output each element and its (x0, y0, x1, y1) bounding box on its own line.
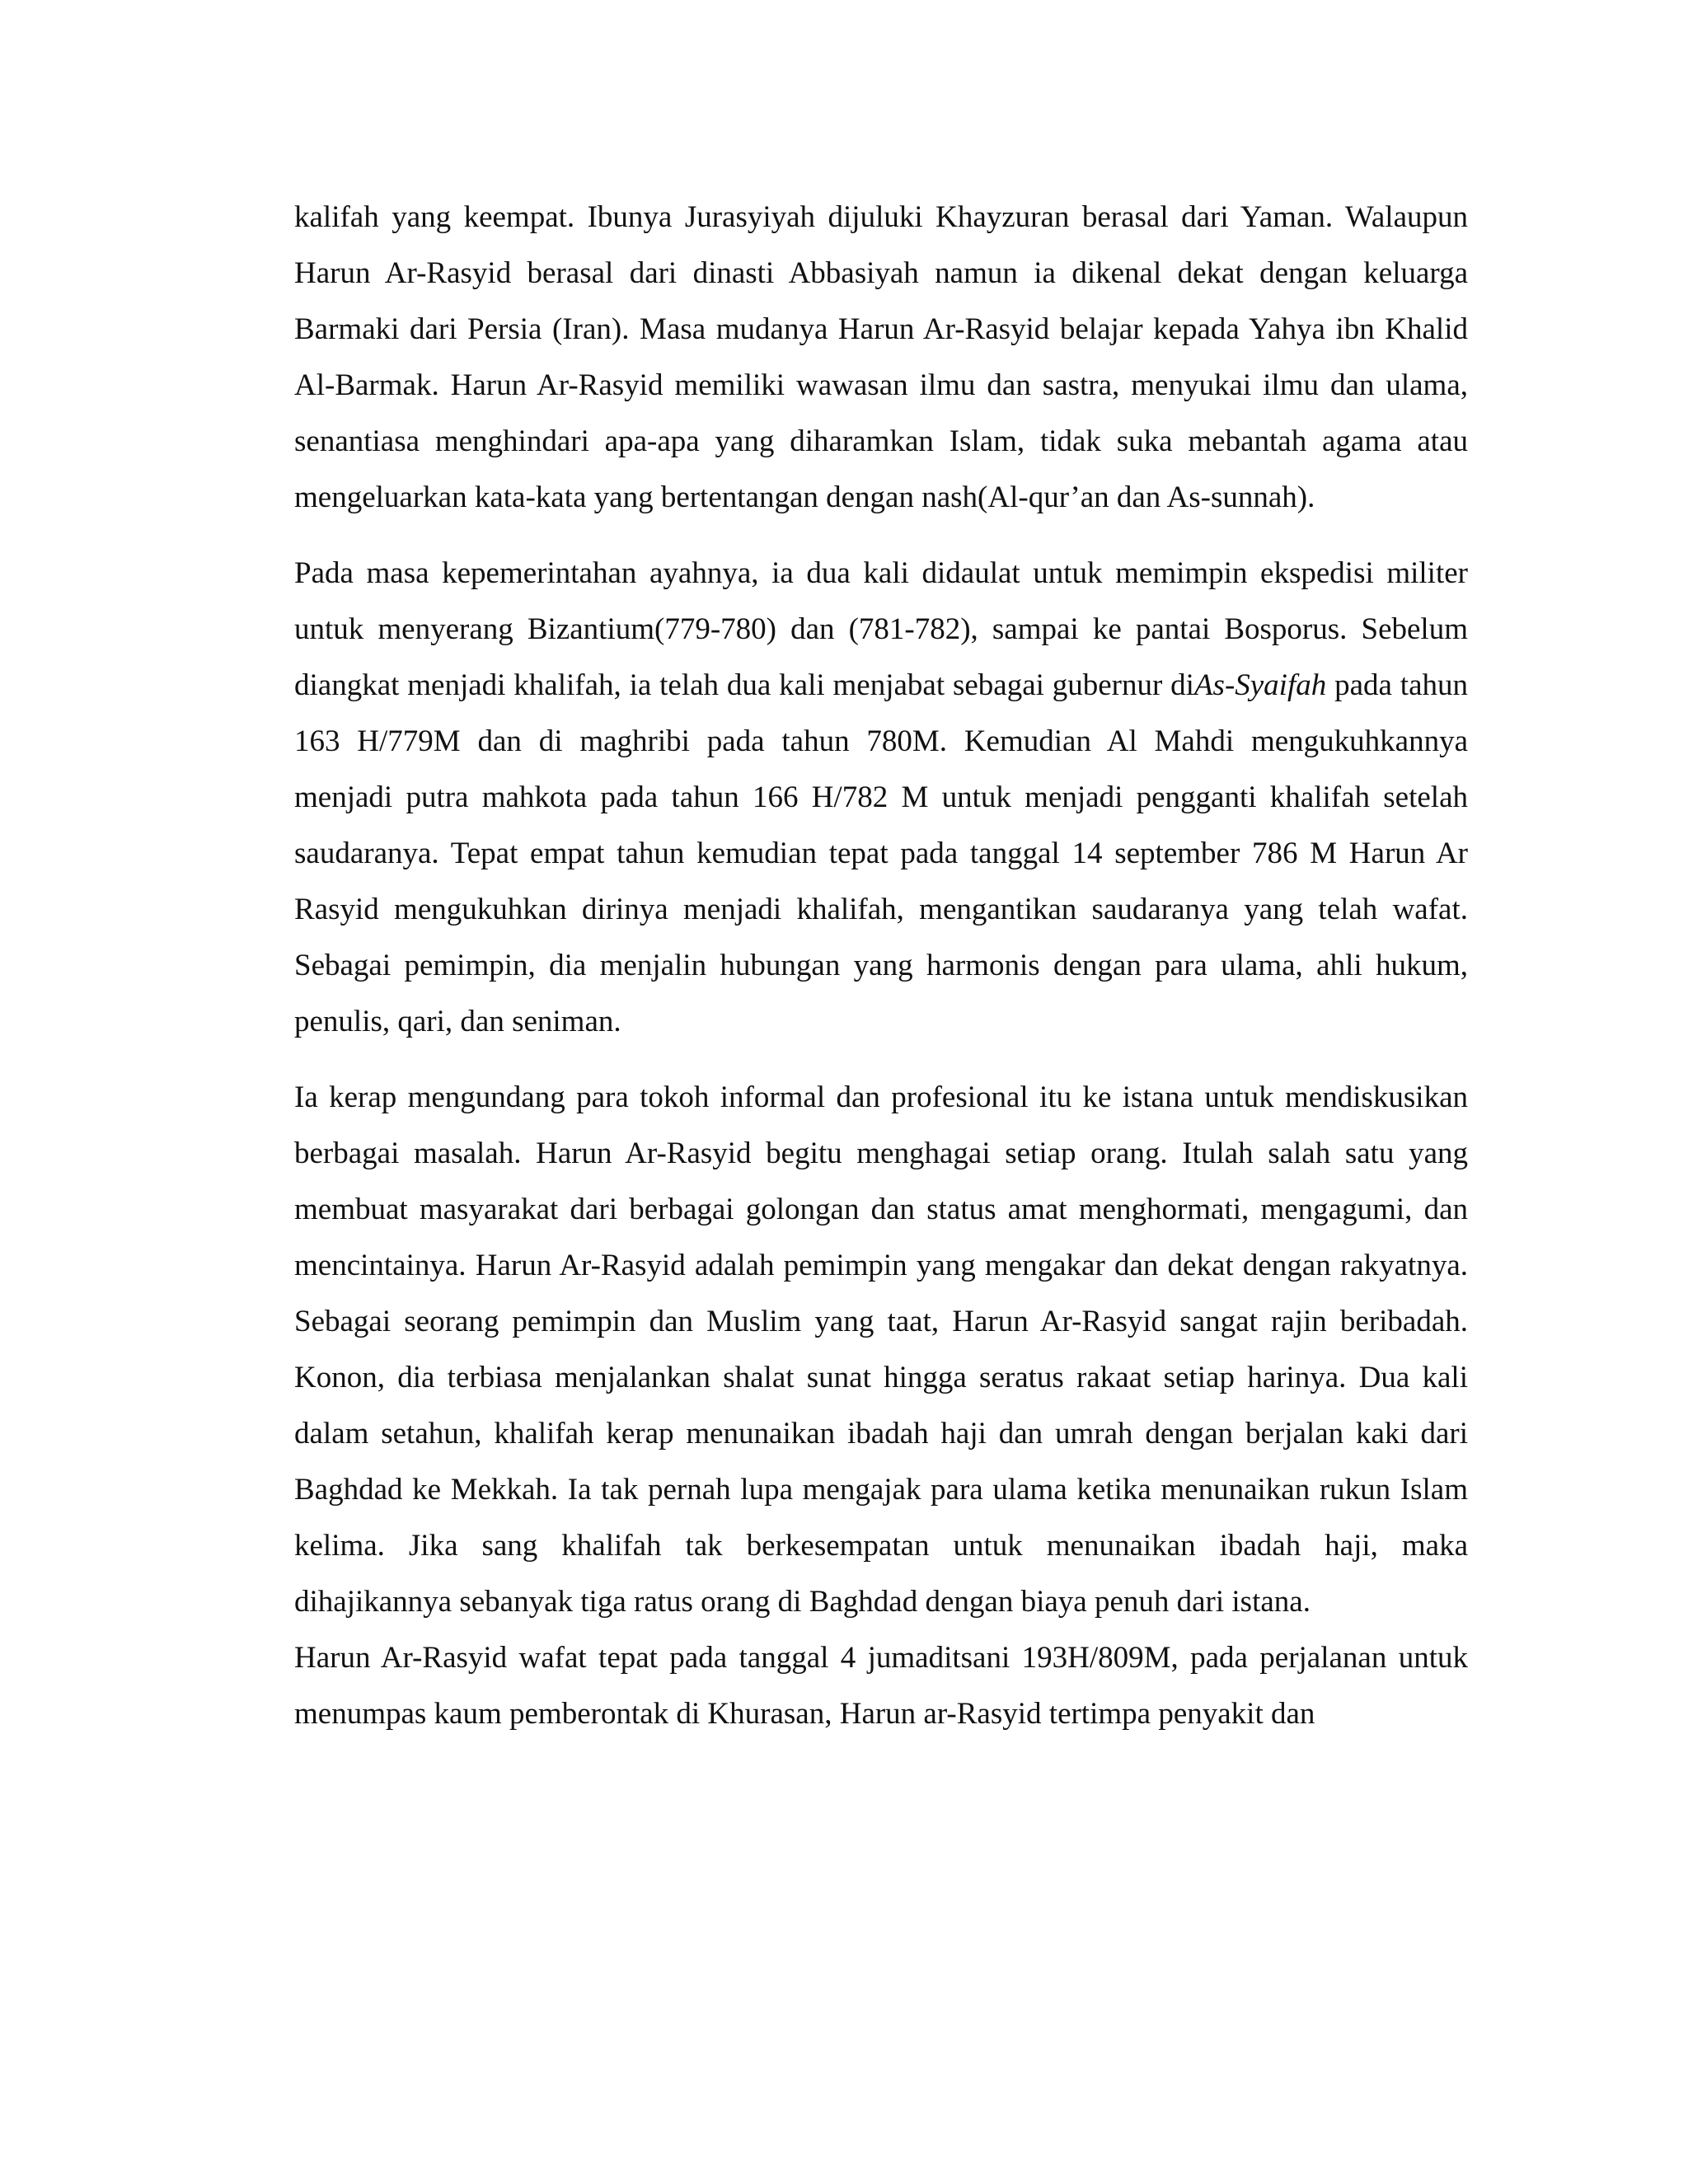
paragraph-2-text-start: Pada masa kepemerintahan ayahnya, ia dua kali didaulat untuk memimpin ekspedisi militer untuk menyerang Bizantium(779-780) dan (781-782), sampai ke pantai Bosporus. Sebelum diangkat menjadi khalifah, ia telah dua kali menjabat sebagai gubernur di (294, 556, 1468, 702)
paragraph-3: Ia kerap mengundang para tokoh informal dan profesional itu ke istana untuk mendiskusikan berbagai masalah. Harun Ar-Rasyid begitu menghagai setiap orang. Itulah salah satu yang membuat masyarakat dari berbagai golongan dan status amat menghormati, mengagumi, dan mencintainya. Harun Ar-Rasyid adalah pemimpin yang mengakar dan dekat dengan rakyatnya. Sebagai seorang pemimpin dan Muslim yang taat, Harun Ar-Rasyid sangat rajin beribadah. Konon, dia terbiasa menjalankan shalat sunat hingga seratus rakaat setiap harinya. Dua kali dalam setahun, khalifah kerap menunaikan ibadah haji dan umrah dengan berjalan kaki dari Baghdad ke Mekkah. Ia tak pernah lupa mengajak para ulama ketika menunaikan rukun Islam kelima. Jika sang khalifah tak berkesempatan untuk menunaikan ibadah haji, maka dihajikannya sebanyak tiga ratus orang di Baghdad dengan biaya penuh dari istana. (294, 1080, 1468, 1619)
paragraph-1: kalifah yang keempat. Ibunya Jurasyiyah dijuluki Khayzuran berasal dari Yaman. Walaupun Harun Ar-Rasyid berasal dari dinasti Abbasiyah namun ia dikenal dekat dengan keluarga Barmaki dari Persia (Iran). Masa mudanya Harun Ar-Rasyid belajar kepada Yahya ibn Khalid Al-Barmak. Harun Ar-Rasyid memiliki wawasan ilmu dan sastra, menyukai ilmu dan ulama, senantiasa menghindari apa-apa yang diharamkan Islam, tidak suka mebantah agama atau mengeluarkan kata-kata yang bertentangan dengan nash(Al-qur’an dan As-sunnah). (294, 200, 1468, 514)
paragraph-4: Harun Ar-Rasyid wafat tepat pada tanggal 4 jumaditsani 193H/809M, pada perjalanan untuk menumpas kaum pemberontak di Khurasan, Harun ar-Rasyid tertimpa penyakit dan (294, 1641, 1468, 1731)
paragraph-2 (294, 546, 1468, 1050)
paragraph-2-text-end: pada tahun 163 H/779M dan di maghribi pada tahun 780M. Kemudian Al Mahdi mengukuhkannya menjadi putra mahkota pada tahun 166 H/782 M untuk menjadi pengganti khalifah setelah saudaranya. Tepat empat tahun kemudian tepat pada tanggal 14 september 786 M Harun Ar Rasyid mengukuhkan dirinya menjadi khalifah, mengantikan saudaranya yang telah wafat. Sebagai pemimpin, dia menjalin hubungan yang harmonis dengan para ulama, ahli hukum, penulis, qari, dan seniman. (294, 668, 1468, 1038)
document-body (294, 190, 1468, 1742)
paragraph-2-italic-term: As-Syaifah (1193, 668, 1327, 702)
